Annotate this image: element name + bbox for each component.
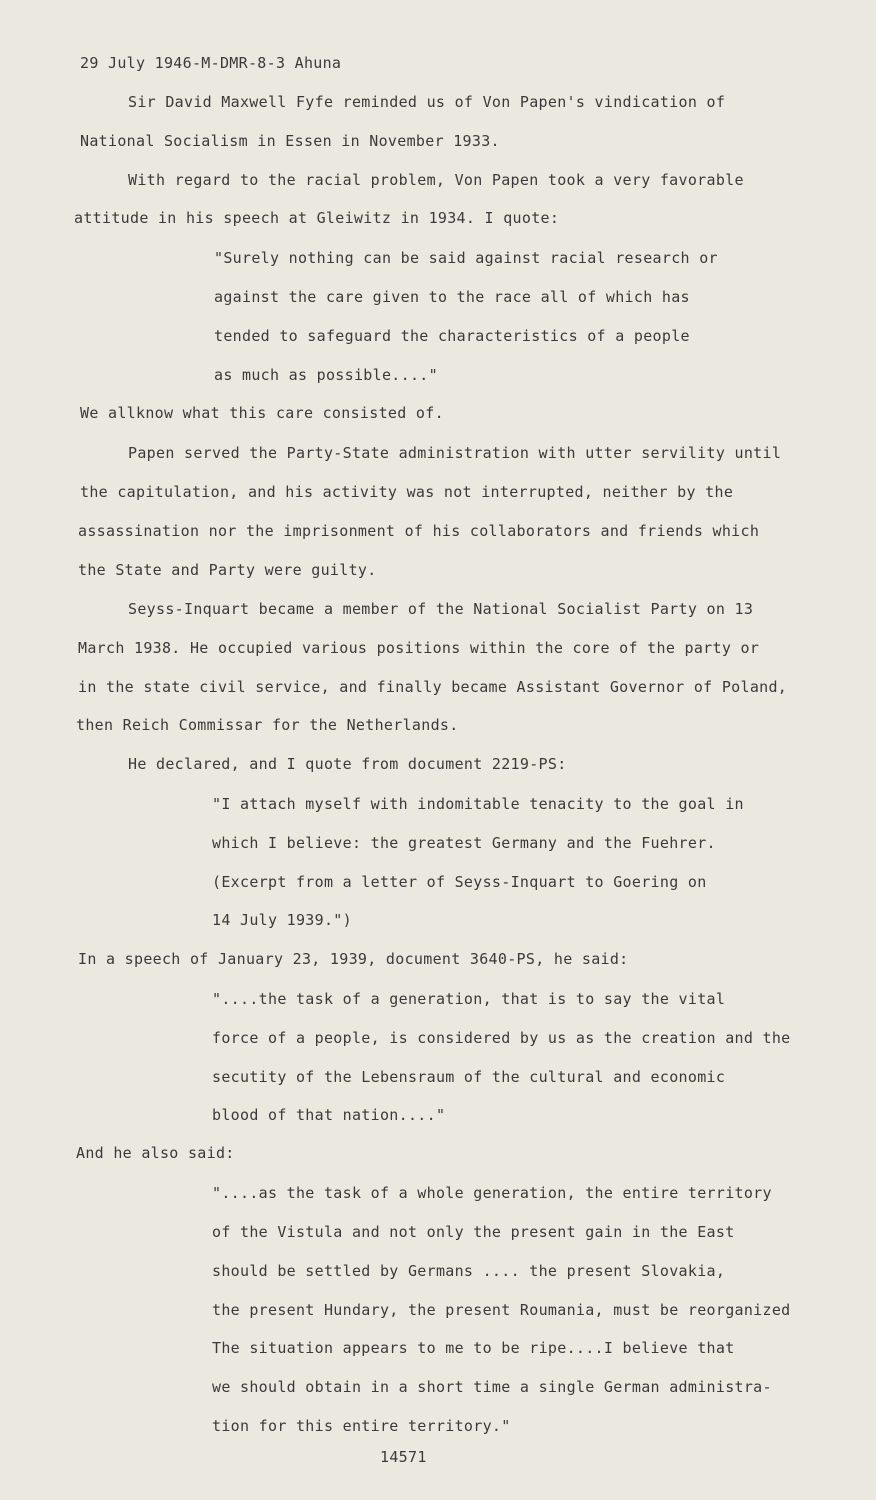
quote-line: the present Hundary, the present Roumania, must be reorganized <box>212 1301 791 1319</box>
text-line: Seyss-Inquart became a member of the National Socialist Party on 13 <box>128 600 754 618</box>
quote-line: we should obtain in a short time a single German administra- <box>212 1378 772 1396</box>
quote-line: tion for this entire territory." <box>212 1417 511 1435</box>
quote-line: as much as possible...." <box>214 366 438 384</box>
document-header: 29 July 1946-M-DMR-8-3 Ahuna <box>80 54 342 72</box>
quote-line: 14 July 1939.") <box>212 911 352 929</box>
text-line: With regard to the racial problem, Von Papen took a very favorable <box>128 171 744 189</box>
quote-line: (Excerpt from a letter of Seyss-Inquart to Goering on <box>212 873 707 891</box>
quote-line: which I believe: the greatest Germany and the Fuehrer. <box>212 834 716 852</box>
text-line: assassination nor the imprisonment of his collaborators and friends which <box>78 522 760 540</box>
text-line: In a speech of January 23, 1939, document 3640-PS, he said: <box>78 950 629 968</box>
quote-line: force of a people, is considered by us as the creation and the <box>212 1029 791 1047</box>
text-line: then Reich Commissar for the Netherlands. <box>76 716 459 734</box>
text-line: the capitulation, and his activity was not interrupted, neither by the <box>80 483 734 501</box>
text-line: Papen served the Party-State administration with utter servility until <box>128 444 782 462</box>
text-line: And he also said: <box>76 1144 235 1162</box>
page-number: 14571 <box>380 1448 427 1466</box>
quote-line: blood of that nation...." <box>212 1106 446 1124</box>
quote-line: secutity of the Lebensraum of the cultural and economic <box>212 1068 726 1086</box>
text-line: We allknow what this care consisted of. <box>80 404 444 422</box>
quote-line: The situation appears to me to be ripe....I believe that <box>212 1339 735 1357</box>
text-line: National Socialism in Essen in November 1933. <box>80 132 500 150</box>
text-line: attitude in his speech at Gleiwitz in 1934. I quote: <box>74 209 560 227</box>
quote-line: tended to safeguard the characteristics of a people <box>214 327 690 345</box>
text-line: He declared, and I quote from document 2219-PS: <box>128 755 567 773</box>
text-line: in the state civil service, and finally became Assistant Governor of Poland, <box>78 678 788 696</box>
quote-line: of the Vistula and not only the present gain in the East <box>212 1223 735 1241</box>
quote-line: should be settled by Germans .... the present Slovakia, <box>212 1262 726 1280</box>
text-line: March 1938. He occupied various positions within the core of the party or <box>78 639 760 657</box>
text-line: the State and Party were guilty. <box>78 561 377 579</box>
quote-line: "Surely nothing can be said against racial research or <box>214 249 718 267</box>
quote-line: "....as the task of a whole generation, the entire territory <box>212 1184 772 1202</box>
text-line: Sir David Maxwell Fyfe reminded us of Von Papen's vindication of <box>128 93 726 111</box>
quote-line: against the care given to the race all of which has <box>214 288 690 306</box>
quote-line: "I attach myself with indomitable tenacity to the goal in <box>212 795 744 813</box>
quote-line: "....the task of a generation, that is to say the vital <box>212 990 726 1008</box>
